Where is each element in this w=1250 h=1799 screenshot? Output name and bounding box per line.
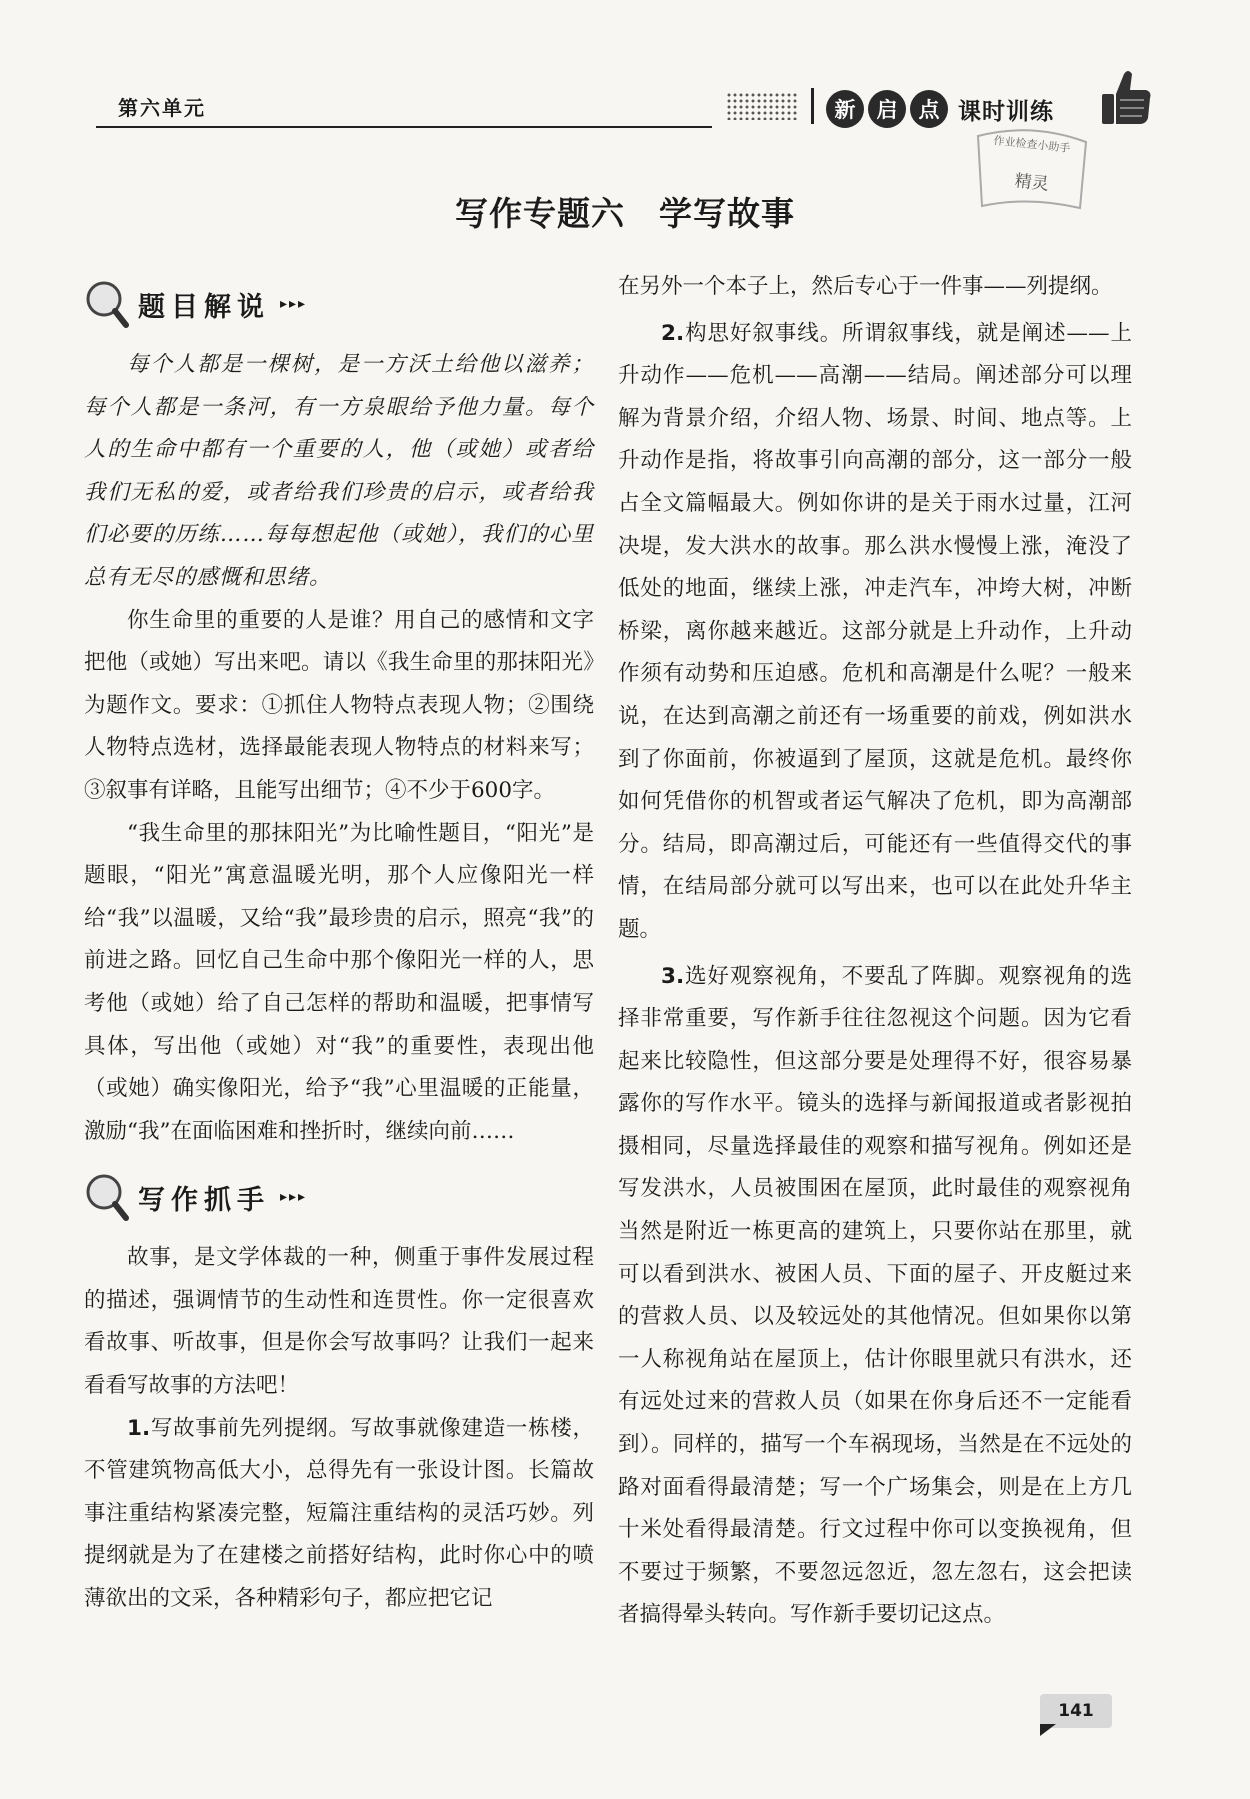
- magnifier-icon: [84, 1172, 130, 1222]
- section-header-method: [84, 1167, 594, 1227]
- point-1-paragraph: [84, 1408, 594, 1621]
- prompt-paragraph: 每个人都是一棵树，是一方沃土给他以滋养；每个人都是一条河，有一方泉眼给予他力量。每个人的生命中都有一个重要的人，他（或她）或者给我们无私的爱，或者给我们珍贵的启示，或者给我们必要的历练……每每想起他（或她），我们的心里总有无尽的感慨和思绪。: [84, 352, 594, 590]
- point-1-text: 写故事前先列提纲。写故事就像建造一栋楼，不管建筑物高低大小，总得先有一张设计图。长篇故事注重结构紧凑完整，短篇注重结构的灵活巧妙。列提纲就是为了在建楼之前搭好结构，此时你心中的喷薄欲出的文采，各种精彩句子，都应把它记: [84, 1415, 594, 1612]
- course-name: 课时训练: [958, 98, 1054, 125]
- point-1-number: 1.: [127, 1415, 151, 1441]
- brand-char-3: 点: [910, 90, 948, 128]
- stamp-subtext: 精灵: [1013, 171, 1050, 195]
- page-number-tab: [1040, 1724, 1056, 1736]
- point-2-number: 2.: [661, 320, 685, 346]
- unit-label: 第六单元: [118, 96, 206, 120]
- right-column: [618, 266, 1132, 1637]
- point-2-text: 构思好叙事线。所谓叙事线，就是阐述——上升动作——危机——高潮——结局。阐述部分可以理解为背景介绍，介绍人物、场景、时间、地点等。上升动作是指，将故事引向高潮的部分，这一部分一般占全文篇幅最大。例如你讲的是关于雨水过量，江河决堤，发大洪水的故事。那么洪水慢慢上涨，淹没了低处的地面，继续上涨，冲走汽车，冲垮大树，冲断桥梁，离你越来越近。这部分就是上升动作，上升动作须有动势和压迫感。危机和高潮是什么呢？一般来说，在达到高潮之前还有一场重要的前戏，例如洪水到了你面前，你被逼到了屋顶，这就是危机。最终你如何凭借你的机智或者运气解决了危机，即为高潮部分。结局，即高潮过后，可能还有一些值得交代的事情，在结局部分就可以写出来，也可以在此处升华主题。: [618, 320, 1132, 942]
- analysis-paragraph: “我生命里的那抹阳光”为比喻性题目，“阳光”是题眼，“阳光”寓意温暖光明，那个人应像阳光一样给“我”以温暖，又给“我”最珍贵的启示，照亮“我”的前进之路。回忆自己生命中那个像阳光一样的人，思考他（或她）给了自己怎样的帮助和温暖，把事情写具体，写出他（或她）对“我”的重要性，表现出他（或她）确实像阳光，给予“我”心里温暖的正能量，激励“我”在面临困难和挫折时，继续向前……: [84, 820, 594, 1144]
- header-rule: [96, 126, 712, 128]
- task-paragraph: 你生命里的重要的人是谁？用自己的感情和文字把他（或她）写出来吧。请以《我生命里的那抹阳光》为题作文。要求：①抓住人物特点表现人物；②围绕人物特点选材，选择最能表现人物特点的材料来写；③叙事有详略，且能写出细节；④不少于600字。: [84, 607, 594, 803]
- continued-paragraph: 在另外一个本子上，然后专心于一件事——列提纲。: [618, 274, 1113, 299]
- section-header-topic: [84, 274, 594, 334]
- left-column: [84, 268, 594, 1621]
- magnifier-icon: [84, 279, 130, 329]
- section-title-method: 写作抓手: [138, 1184, 270, 1216]
- section-arrows: ▸▸▸: [280, 1189, 308, 1206]
- brand-char-2: 启: [868, 90, 906, 128]
- section-arrows: ▸▸▸: [280, 296, 308, 312]
- dot-pattern-decoration: [726, 92, 798, 120]
- header-divider: [811, 88, 814, 124]
- point-3-number: 3.: [661, 963, 685, 989]
- brand-char-1: 新: [826, 90, 864, 128]
- section-title-topic: 题目解说: [138, 291, 270, 323]
- point-2-paragraph: [618, 313, 1132, 952]
- stamp-text: 作业检查小助手: [992, 134, 1071, 155]
- intro-paragraph: 故事，是文学体裁的一种，侧重于事件发展过程的描述，强调情节的生动性和连贯性。你一定很喜欢看故事、听故事，但是你会写故事吗？让我们一起来看看写故事的方法吧！: [84, 1245, 594, 1399]
- thumbs-up-icon: [1098, 66, 1154, 130]
- point-3-text: 选好观察视角，不要乱了阵脚。观察视角的选择非常重要，写作新手往往忽视这个问题。因为它看起来比较隐性，但这部分要是处理得不好，很容易暴露你的写作水平。镜头的选择与新闻报道或者影视拍摄相同，尽量选择最佳的观察和描写视角。例如还是写发洪水，人员被围困在屋顶，此时最佳的观察视角当然是附近一栋更高的建筑上，只要你站在那里，就可以看到洪水、被困人员、下面的屋子、开皮艇过来的营救人员、以及较远处的其他情况。但如果你以第一人称视角站在屋顶上，估计你眼里就只有洪水，还有远处过来的营救人员（如果在你身后还不一定能看到）。同样的，描写一个车祸现场，当然是在不远处的路对面看得最清楚；写一个广场集会，则是在上方几十米处看得最清楚。行文过程中你可以变换视角，但不要过于频繁，不要忽远忽近，忽左忽右，这会把读者搞得晕头转向。写作新手要切记这点。: [618, 963, 1132, 1628]
- point-3-paragraph: [618, 956, 1132, 1638]
- page-number: 141: [1040, 1694, 1112, 1728]
- page-title: 写作专题六 学写故事: [455, 194, 795, 233]
